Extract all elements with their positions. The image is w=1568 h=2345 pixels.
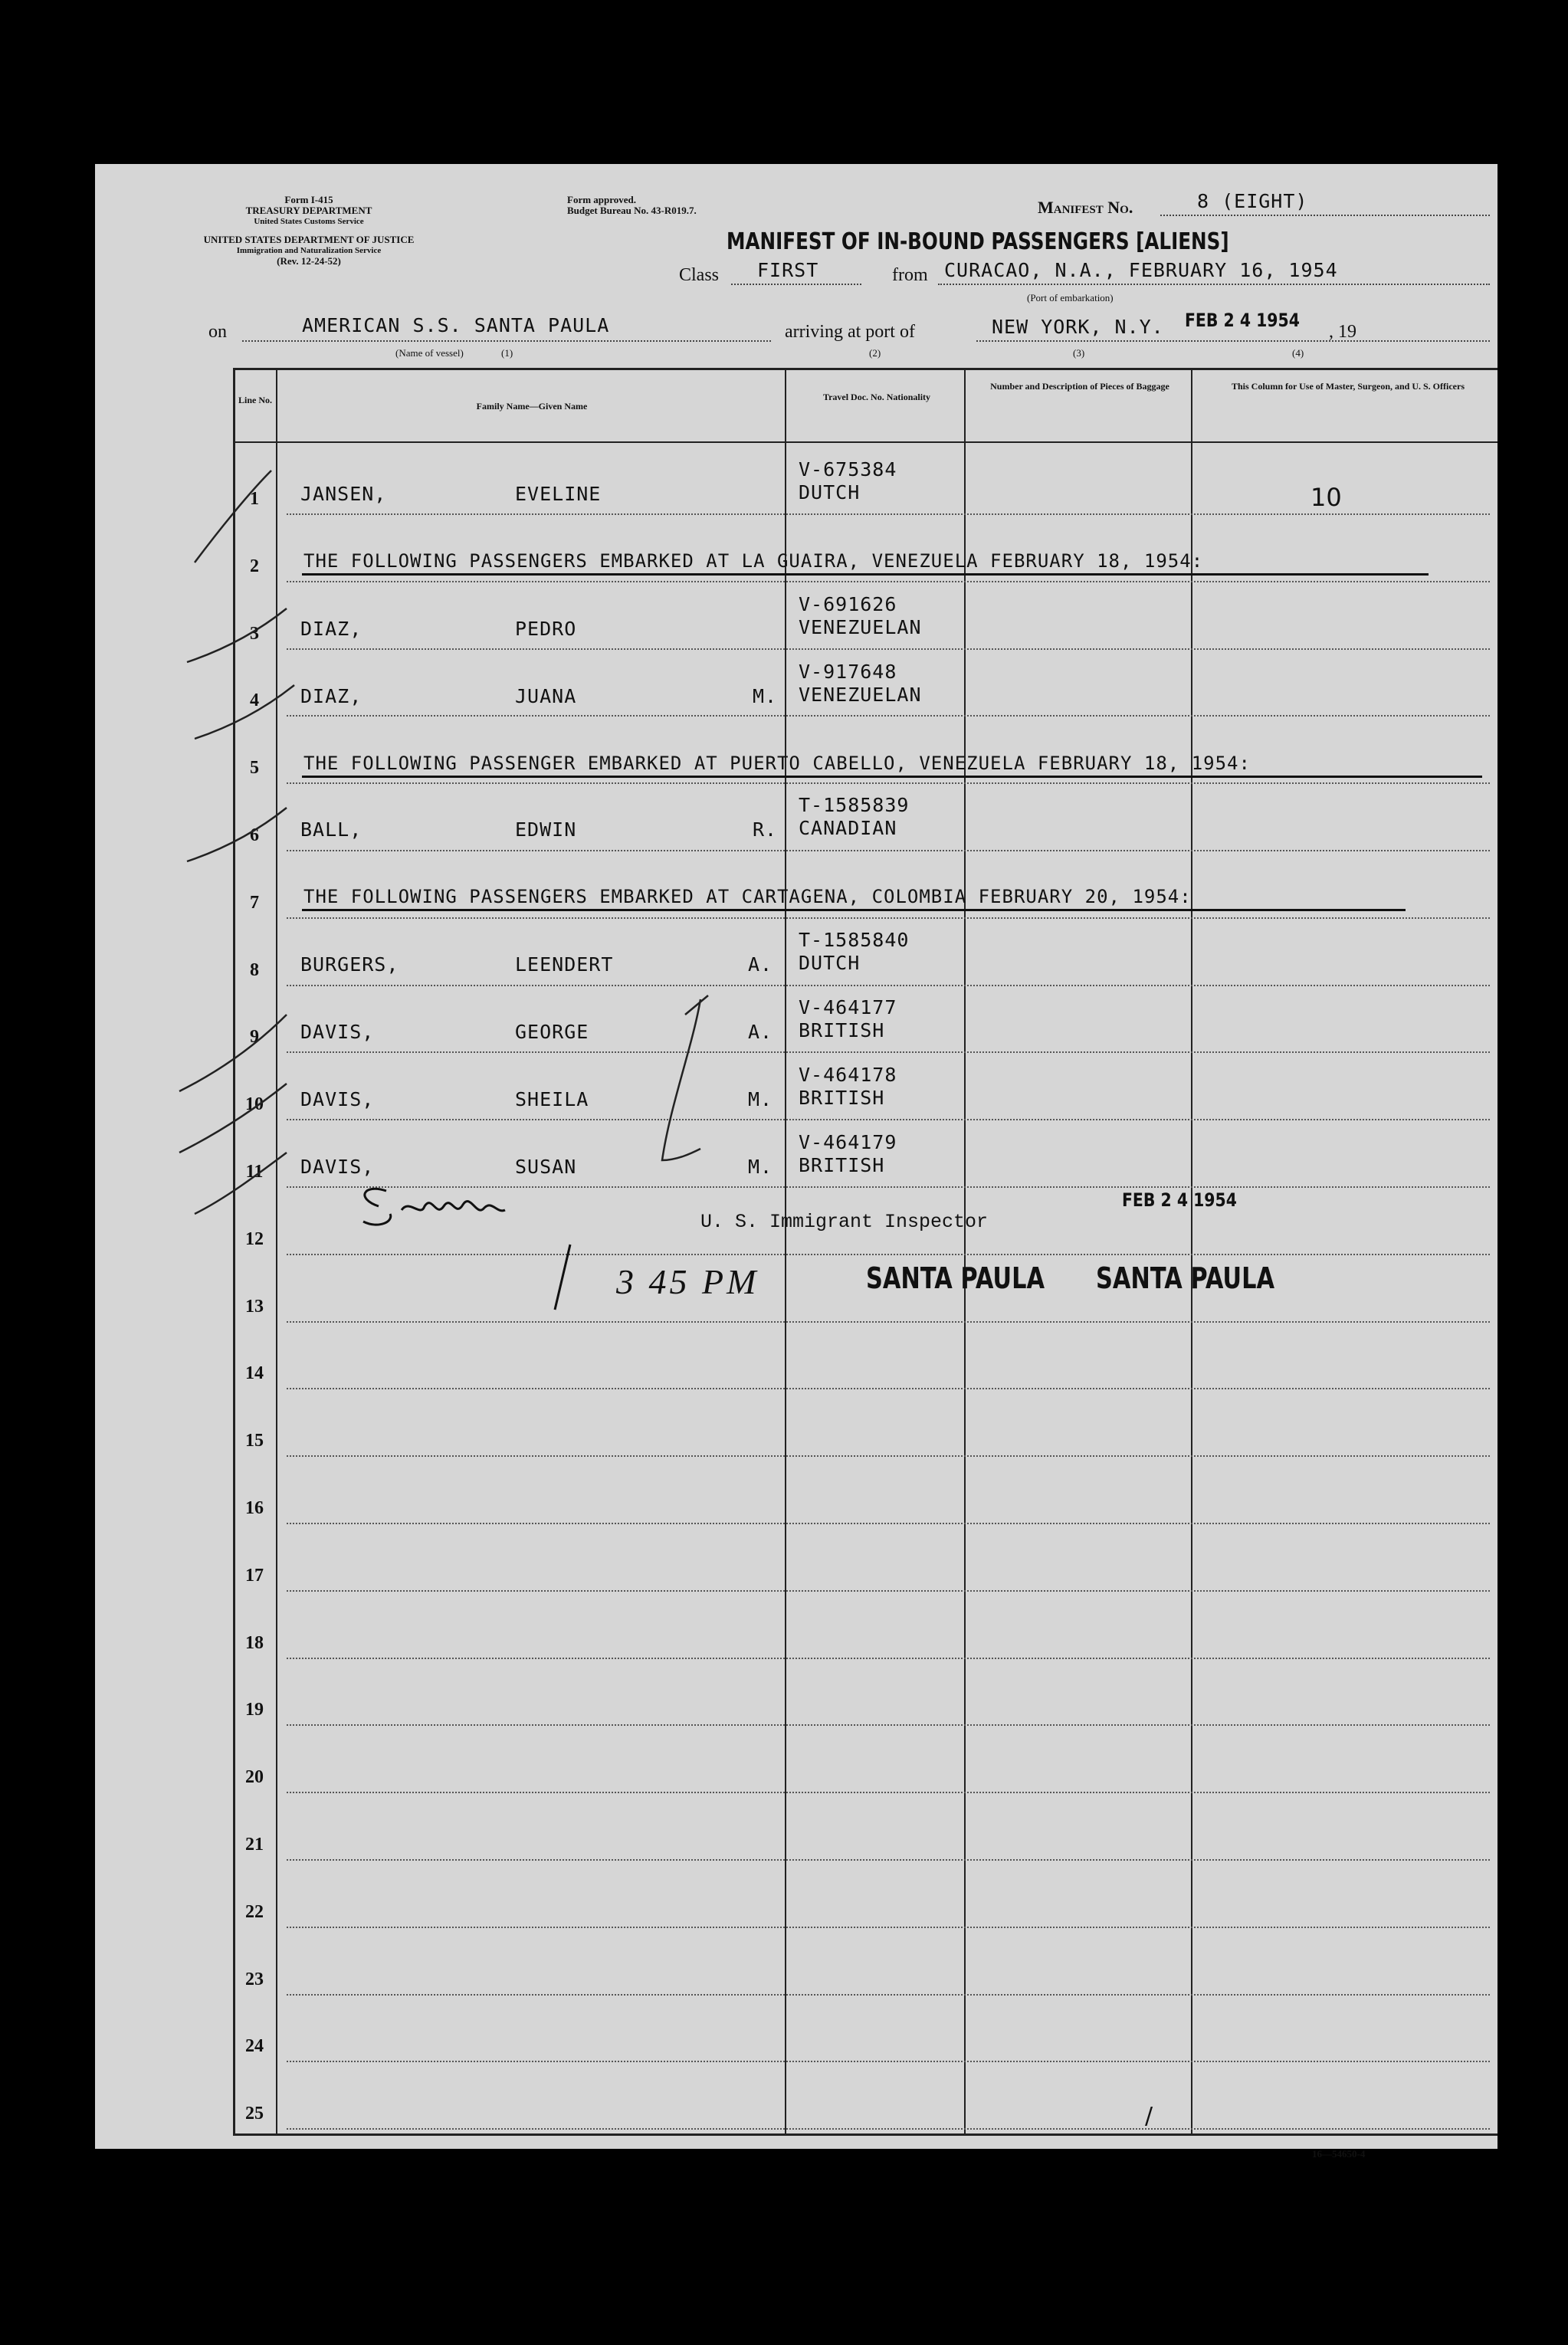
class-label: Class xyxy=(679,265,720,285)
revision: (Rev. 12-24-52) xyxy=(277,255,341,267)
nationality: VENEZUELAN xyxy=(799,616,922,638)
nationality: BRITISH xyxy=(799,1019,885,1041)
vessel-stamp: SANTA PAULA xyxy=(866,1261,1045,1295)
on-label: on xyxy=(208,322,227,342)
form-approved: Form approved. xyxy=(567,194,637,205)
line-number: 15 xyxy=(245,1431,264,1451)
form-number: Form I-415 xyxy=(284,194,333,205)
nationality: VENEZUELAN xyxy=(799,684,922,706)
line-number: 10 xyxy=(245,1094,264,1114)
given-name: PEDRO xyxy=(515,618,577,640)
line-number: 8 xyxy=(250,960,259,980)
dotted-line xyxy=(976,340,1490,342)
line-number: 2 xyxy=(250,556,259,576)
given-name: SHEILA xyxy=(515,1088,589,1110)
row-dotted-line xyxy=(287,1724,1490,1726)
customs-service: United States Customs Service xyxy=(254,217,364,226)
officer-mark: 10 xyxy=(1310,483,1342,512)
row-dotted-line xyxy=(287,1859,1490,1861)
manifest-title: MANIFEST OF IN-BOUND PASSENGERS [ALIENS] xyxy=(727,228,1229,255)
family-name: DAVIS, xyxy=(300,1021,375,1043)
nationality: CANADIAN xyxy=(799,817,897,839)
travel-doc-no: V-464178 xyxy=(799,1064,897,1086)
class-value: FIRST xyxy=(757,259,819,281)
line-number: 3 xyxy=(250,624,259,644)
line-number: 7 xyxy=(250,893,259,913)
line-number: 13 xyxy=(245,1297,264,1317)
family-name: DIAZ, xyxy=(300,685,362,707)
col-ref-1: (1) xyxy=(501,347,513,359)
embarkation-note: THE FOLLOWING PASSENGERS EMBARKED AT LA GUAIRA, VENEZUELA FEBRUARY 18, 1954: xyxy=(303,550,1204,572)
check-marks xyxy=(95,164,861,1237)
row-dotted-line xyxy=(287,2128,1490,2130)
row-dotted-line xyxy=(287,1994,1490,1996)
line-number: 9 xyxy=(250,1027,259,1047)
line-number: 14 xyxy=(245,1363,264,1383)
travel-doc-no: V-691626 xyxy=(799,593,897,615)
line-number: 19 xyxy=(245,1700,264,1720)
line-number: 5 xyxy=(250,758,259,778)
nationality: BRITISH xyxy=(799,1154,885,1176)
manifest-no-value: 8 (EIGHT) xyxy=(1197,190,1308,212)
ins-service: Immigration and Naturalization Service xyxy=(236,246,382,255)
col-header-line: Line No. xyxy=(238,395,272,405)
vessel-name: AMERICAN S.S. SANTA PAULA xyxy=(302,314,610,336)
col-header-baggage: Number and Description of Pieces of Baggage xyxy=(990,381,1169,392)
line-number: 20 xyxy=(245,1767,264,1787)
punch-hole xyxy=(51,1689,81,1720)
family-name: DAVIS, xyxy=(300,1088,375,1110)
inspection-date-stamp: FEB 2 4 1954 xyxy=(1122,1189,1237,1211)
given-name: SUSAN xyxy=(515,1156,577,1178)
from-value: CURACAO, N.A., FEBRUARY 16, 1954 xyxy=(944,259,1338,281)
treasury-dept: TREASURY DEPARTMENT xyxy=(245,205,372,216)
row-dotted-line xyxy=(287,1254,1490,1255)
family-name: DIAZ, xyxy=(300,618,362,640)
punch-hole xyxy=(51,618,81,648)
row-dotted-line xyxy=(287,1792,1490,1793)
line-number: 17 xyxy=(245,1566,264,1586)
given-name: EDWIN xyxy=(515,818,577,841)
embarkation-caption: (Port of embarkation) xyxy=(1027,292,1114,303)
line-number: 24 xyxy=(245,2036,264,2056)
family-name: DAVIS, xyxy=(300,1156,375,1178)
embarkation-note: THE FOLLOWING PASSENGER EMBARKED AT PUERTO CABELLO, VENEZUELA FEBRUARY 18, 1954: xyxy=(303,753,1251,774)
row-dotted-line xyxy=(287,1590,1490,1592)
family-name: BALL, xyxy=(300,818,362,841)
justice-dept: UNITED STATES DEPARTMENT OF JUSTICE xyxy=(203,234,415,245)
middle-initial: M. xyxy=(748,1156,773,1178)
punch-hole xyxy=(51,1490,81,1520)
middle-initial: A. xyxy=(748,953,773,976)
embarkation-note: THE FOLLOWING PASSENGERS EMBARKED AT CARTAGENA, COLOMBIA FEBRUARY 20, 1954: xyxy=(303,886,1192,907)
given-name: EVELINE xyxy=(515,483,602,505)
vessel-stamp: SANTA PAULA xyxy=(1096,1261,1275,1295)
nationality: DUTCH xyxy=(799,952,861,974)
col-header-name: Family Name—Given Name xyxy=(476,401,588,412)
middle-initial: M. xyxy=(753,685,778,707)
travel-doc-no: V-675384 xyxy=(799,458,897,480)
arrival-time-note: 3 45 PM xyxy=(616,1262,759,1301)
line-number: 12 xyxy=(245,1229,264,1249)
table-bottom-border xyxy=(233,2133,1497,2136)
year-suffix: , 19 xyxy=(1329,322,1356,342)
vessel-caption: (Name of vessel) xyxy=(395,347,464,359)
family-name: JANSEN, xyxy=(300,483,387,505)
row-dotted-line xyxy=(287,2061,1490,2062)
nationality: BRITISH xyxy=(799,1087,885,1109)
manifest-page xyxy=(95,164,1497,2160)
nationality: DUTCH xyxy=(799,481,861,503)
line-number: 25 xyxy=(245,2104,264,2124)
line-number: 23 xyxy=(245,1969,264,1989)
arrival-date-stamp: FEB 2 4 1954 xyxy=(1185,310,1300,331)
line-number: 16 xyxy=(245,1498,264,1518)
arrival-port: NEW YORK, N.Y. xyxy=(992,316,1164,338)
row-dotted-line xyxy=(287,1455,1490,1457)
col-header-travel: Travel Doc. No. Nationality xyxy=(822,392,931,402)
column-divider xyxy=(1191,368,1192,2135)
travel-doc-no: T-1585839 xyxy=(799,794,910,816)
travel-doc-no: V-464179 xyxy=(799,1131,897,1153)
inspector-title: U. S. Immigrant Inspector xyxy=(700,1211,989,1233)
line-number: 18 xyxy=(245,1633,264,1653)
family-name: BURGERS, xyxy=(300,953,399,976)
col-header-officers: This Column for Use of Master, Surgeon, and U. S. Officers xyxy=(1231,381,1465,392)
row-dotted-line xyxy=(287,1523,1490,1524)
budget-bureau: Budget Bureau No. 43-R019.7. xyxy=(567,205,697,216)
arriving-label: arriving at port of xyxy=(785,322,915,342)
column-divider xyxy=(964,368,966,2135)
line-number: 4 xyxy=(250,690,259,710)
col-ref-2: (2) xyxy=(869,347,881,359)
line-number: 6 xyxy=(250,825,259,845)
row-dotted-line xyxy=(287,1927,1490,1928)
given-name: JUANA xyxy=(515,685,577,707)
stray-mark: / xyxy=(1145,2103,1153,2130)
line-number: 21 xyxy=(245,1835,264,1855)
dotted-line xyxy=(1160,215,1490,216)
row-dotted-line xyxy=(287,1658,1490,1659)
manifest-no-label: Manifest No. xyxy=(1038,198,1133,217)
given-name: GEORGE xyxy=(515,1021,589,1043)
print-code: 16—54650-4 xyxy=(1312,2148,1366,2160)
col-ref-3: (3) xyxy=(1073,347,1085,359)
middle-initial: A. xyxy=(748,1021,773,1043)
travel-doc-no: V-464177 xyxy=(799,996,897,1018)
middle-initial: R. xyxy=(753,818,778,841)
punch-hole xyxy=(51,817,81,848)
row-dotted-line xyxy=(287,1388,1490,1389)
punch-hole xyxy=(51,213,81,244)
travel-doc-no: T-1585840 xyxy=(799,929,910,951)
line-number: 1 xyxy=(250,489,259,509)
given-name: LEENDERT xyxy=(515,953,614,976)
row-dotted-line xyxy=(287,1321,1490,1323)
dotted-line xyxy=(938,284,1490,285)
middle-initial: M. xyxy=(748,1088,773,1110)
travel-doc-no: V-917648 xyxy=(799,661,897,683)
line-number: 11 xyxy=(245,1162,264,1182)
from-label: from xyxy=(892,265,928,285)
line-number: 22 xyxy=(245,1902,264,1922)
col-ref-4: (4) xyxy=(1292,347,1304,359)
